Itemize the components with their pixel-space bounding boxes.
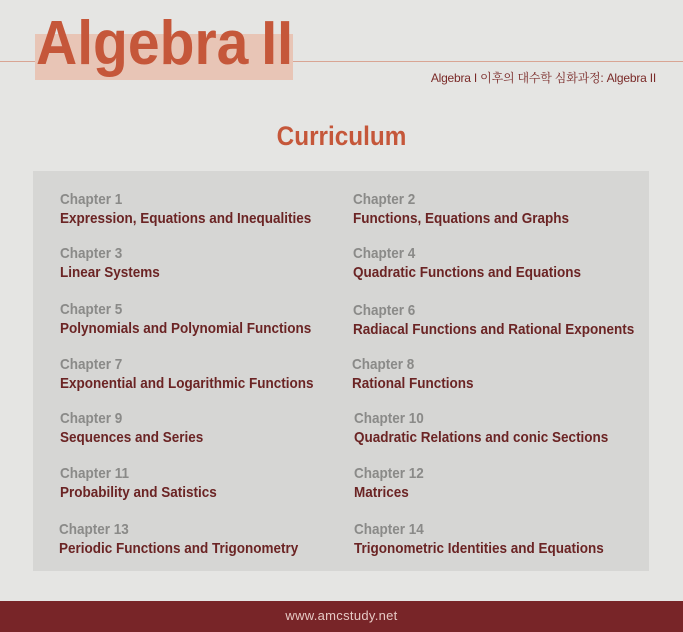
chapter-label: Chapter 9 (60, 410, 123, 427)
chapter-label: Chapter 5 (60, 301, 123, 318)
chapter-label: Chapter 6 (353, 302, 416, 319)
chapter-label: Chapter 4 (353, 245, 416, 262)
chapter-title: Matrices (354, 484, 409, 501)
chapter-item (354, 520, 604, 558)
chapter-title: Quadratic Functions and Equations (353, 264, 582, 281)
page-title-text: Algebra (36, 9, 249, 78)
footer-website-link[interactable]: www.amcstudy.net (285, 608, 398, 623)
footer-bar (0, 601, 683, 632)
chapter-title: Rational Functions (352, 375, 474, 392)
chapter-item (60, 355, 314, 393)
curriculum-panel (33, 171, 649, 571)
chapter-item (60, 464, 217, 502)
chapter-title: Quadratic Relations and conic Sections (354, 429, 609, 446)
page-title (36, 8, 293, 80)
chapter-item (59, 520, 298, 558)
chapter-item (60, 244, 160, 282)
chapter-title: Radiacal Functions and Rational Exponents (353, 321, 635, 338)
chapter-title: Functions, Equations and Graphs (353, 210, 570, 227)
chapter-title: Expression, Equations and Inequalities (60, 210, 312, 227)
chapter-label: Chapter 12 (354, 465, 424, 482)
chapter-item (354, 464, 424, 502)
chapter-title: Probability and Satistics (60, 484, 217, 501)
page-subtitle: Algebra I 이후의 대수학 심화과정: Algebra II (430, 71, 656, 85)
chapter-item (60, 300, 311, 338)
chapter-title: Linear Systems (60, 264, 160, 281)
chapter-label: Chapter 2 (353, 191, 416, 208)
chapter-item (353, 301, 634, 339)
chapter-item (354, 409, 608, 447)
chapter-item (60, 190, 311, 228)
chapter-title: Periodic Functions and Trigonometry (59, 540, 299, 557)
chapter-label: Chapter 10 (354, 410, 424, 427)
chapter-label: Chapter 3 (60, 245, 123, 262)
chapter-item (60, 409, 203, 447)
page-title-numeral: II (261, 9, 293, 78)
chapter-label: Chapter 14 (354, 521, 424, 538)
chapter-label: Chapter 8 (352, 356, 415, 373)
chapter-title: Trigonometric Identities and Equations (354, 540, 604, 557)
chapter-item (353, 190, 569, 228)
chapter-title: Polynomials and Polynomial Functions (60, 320, 312, 337)
chapter-label: Chapter 7 (60, 356, 123, 373)
chapter-label: Chapter 1 (60, 191, 123, 208)
chapter-title: Sequences and Series (60, 429, 204, 446)
chapter-label: Chapter 11 (60, 465, 130, 482)
chapter-item (353, 244, 581, 282)
section-title: Curriculum (276, 121, 407, 151)
chapter-title: Exponential and Logarithmic Functions (60, 375, 314, 392)
chapter-item (352, 355, 474, 393)
chapter-label: Chapter 13 (59, 521, 129, 538)
